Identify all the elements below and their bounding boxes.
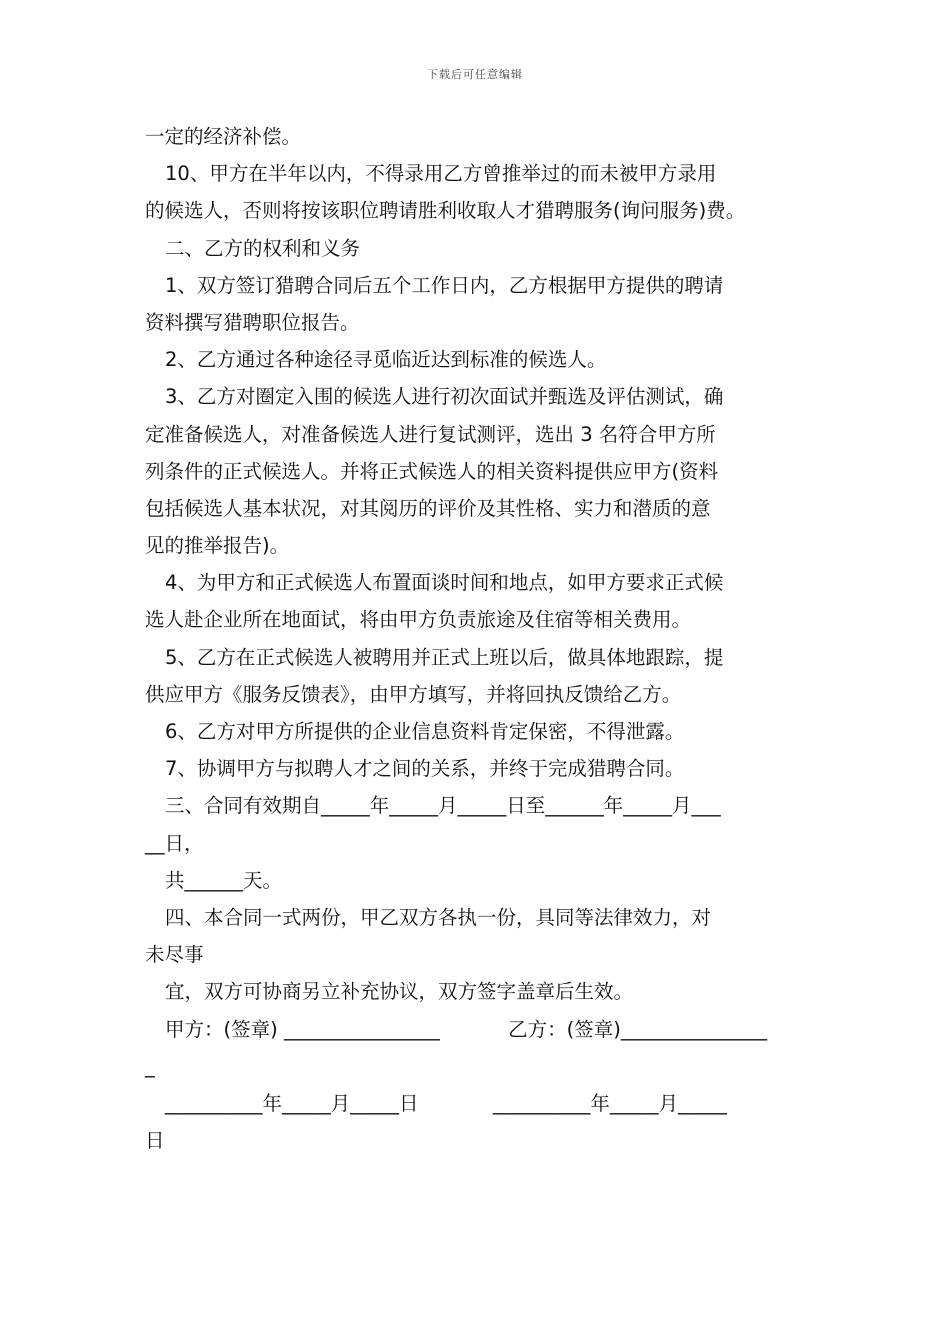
document-line: 4、为甲方和正式候选人布置面谈时间和地点，如甲方要求正式候 bbox=[165, 571, 724, 595]
document-line: 四、本合同一式两份，甲乙双方各执一份，具同等法律效力，对 bbox=[165, 905, 712, 929]
document-line: 选人赴企业所在地面试，将由甲方负责旅途及住宿等相关费用。 bbox=[145, 608, 692, 632]
document-line: 二、乙方的权利和义务 bbox=[165, 236, 361, 260]
document-line: 7、协调甲方与拟聘人才之间的关系，并终于完成猎聘合同。 bbox=[165, 757, 685, 781]
document-line: 1、双方签订猎聘合同后五个工作日内，乙方根据甲方提供的聘请 bbox=[165, 273, 724, 297]
document-line: 5、乙方在正式候选人被聘用并正式上班以后，做具体地跟踪，提 bbox=[165, 645, 724, 669]
document-line: 供应甲方《服务反馈表》，由甲方填写，并将回执反馈给乙方。 bbox=[145, 682, 682, 706]
document-line: 2、乙方通过各种途径寻觅临近达到标准的候选人。 bbox=[165, 348, 607, 372]
document-line: 资料撰写猎聘职位报告。 bbox=[145, 310, 360, 334]
document-line: 共______天。 bbox=[165, 868, 283, 892]
page-header-note: 下载后可任意编辑 bbox=[427, 68, 523, 81]
document-line: 日 bbox=[145, 1129, 165, 1153]
document-line: 一定的经济补偿。 bbox=[145, 125, 302, 148]
document-line: __________年_____月_____日 __________年_____月_____ bbox=[165, 1091, 727, 1115]
document-line: 包括候选人基本状况，对其阅历的评价及其性格、实力和潜质的意 bbox=[145, 496, 711, 520]
document-line: 10、甲方在半年以内，不得录用乙方曾推举过的而未被甲方录用 bbox=[165, 162, 717, 186]
document-line: 甲方：(签章) ________________ 乙方：(签章)_______________ bbox=[165, 1017, 768, 1041]
document-line: 3、乙方对圈定入围的候选人进行初次面试并甄选及评估测试，确 bbox=[165, 385, 724, 409]
document-line: _ bbox=[145, 1054, 155, 1078]
document-line: 6、乙方对甲方所提供的企业信息资料肯定保密，不得泄露。 bbox=[165, 720, 685, 743]
document-line: 列条件的正式候选人。并将正式候选人的相关资料提供应甲方(资料 bbox=[145, 459, 719, 483]
document-line: 三、合同有效期自_____年_____月_____日至______年_____月___ bbox=[165, 794, 721, 818]
document-line: 的候选人，否则将按该职位聘请胜利收取人才猎聘服务(询问服务)费。 bbox=[145, 199, 746, 223]
document-line: 定准备候选人，对准备候选人进行复试测评，选出 3 名符合甲方所 bbox=[145, 422, 716, 446]
document-body bbox=[145, 118, 810, 1159]
document-line: 未尽事 bbox=[145, 943, 204, 967]
document-line: 宜，双方可协商另立补充协议，双方签字盖章后生效。 bbox=[165, 980, 634, 1004]
document-line: 见的推举报告)。 bbox=[145, 534, 290, 558]
document-line: __日， bbox=[145, 831, 204, 855]
